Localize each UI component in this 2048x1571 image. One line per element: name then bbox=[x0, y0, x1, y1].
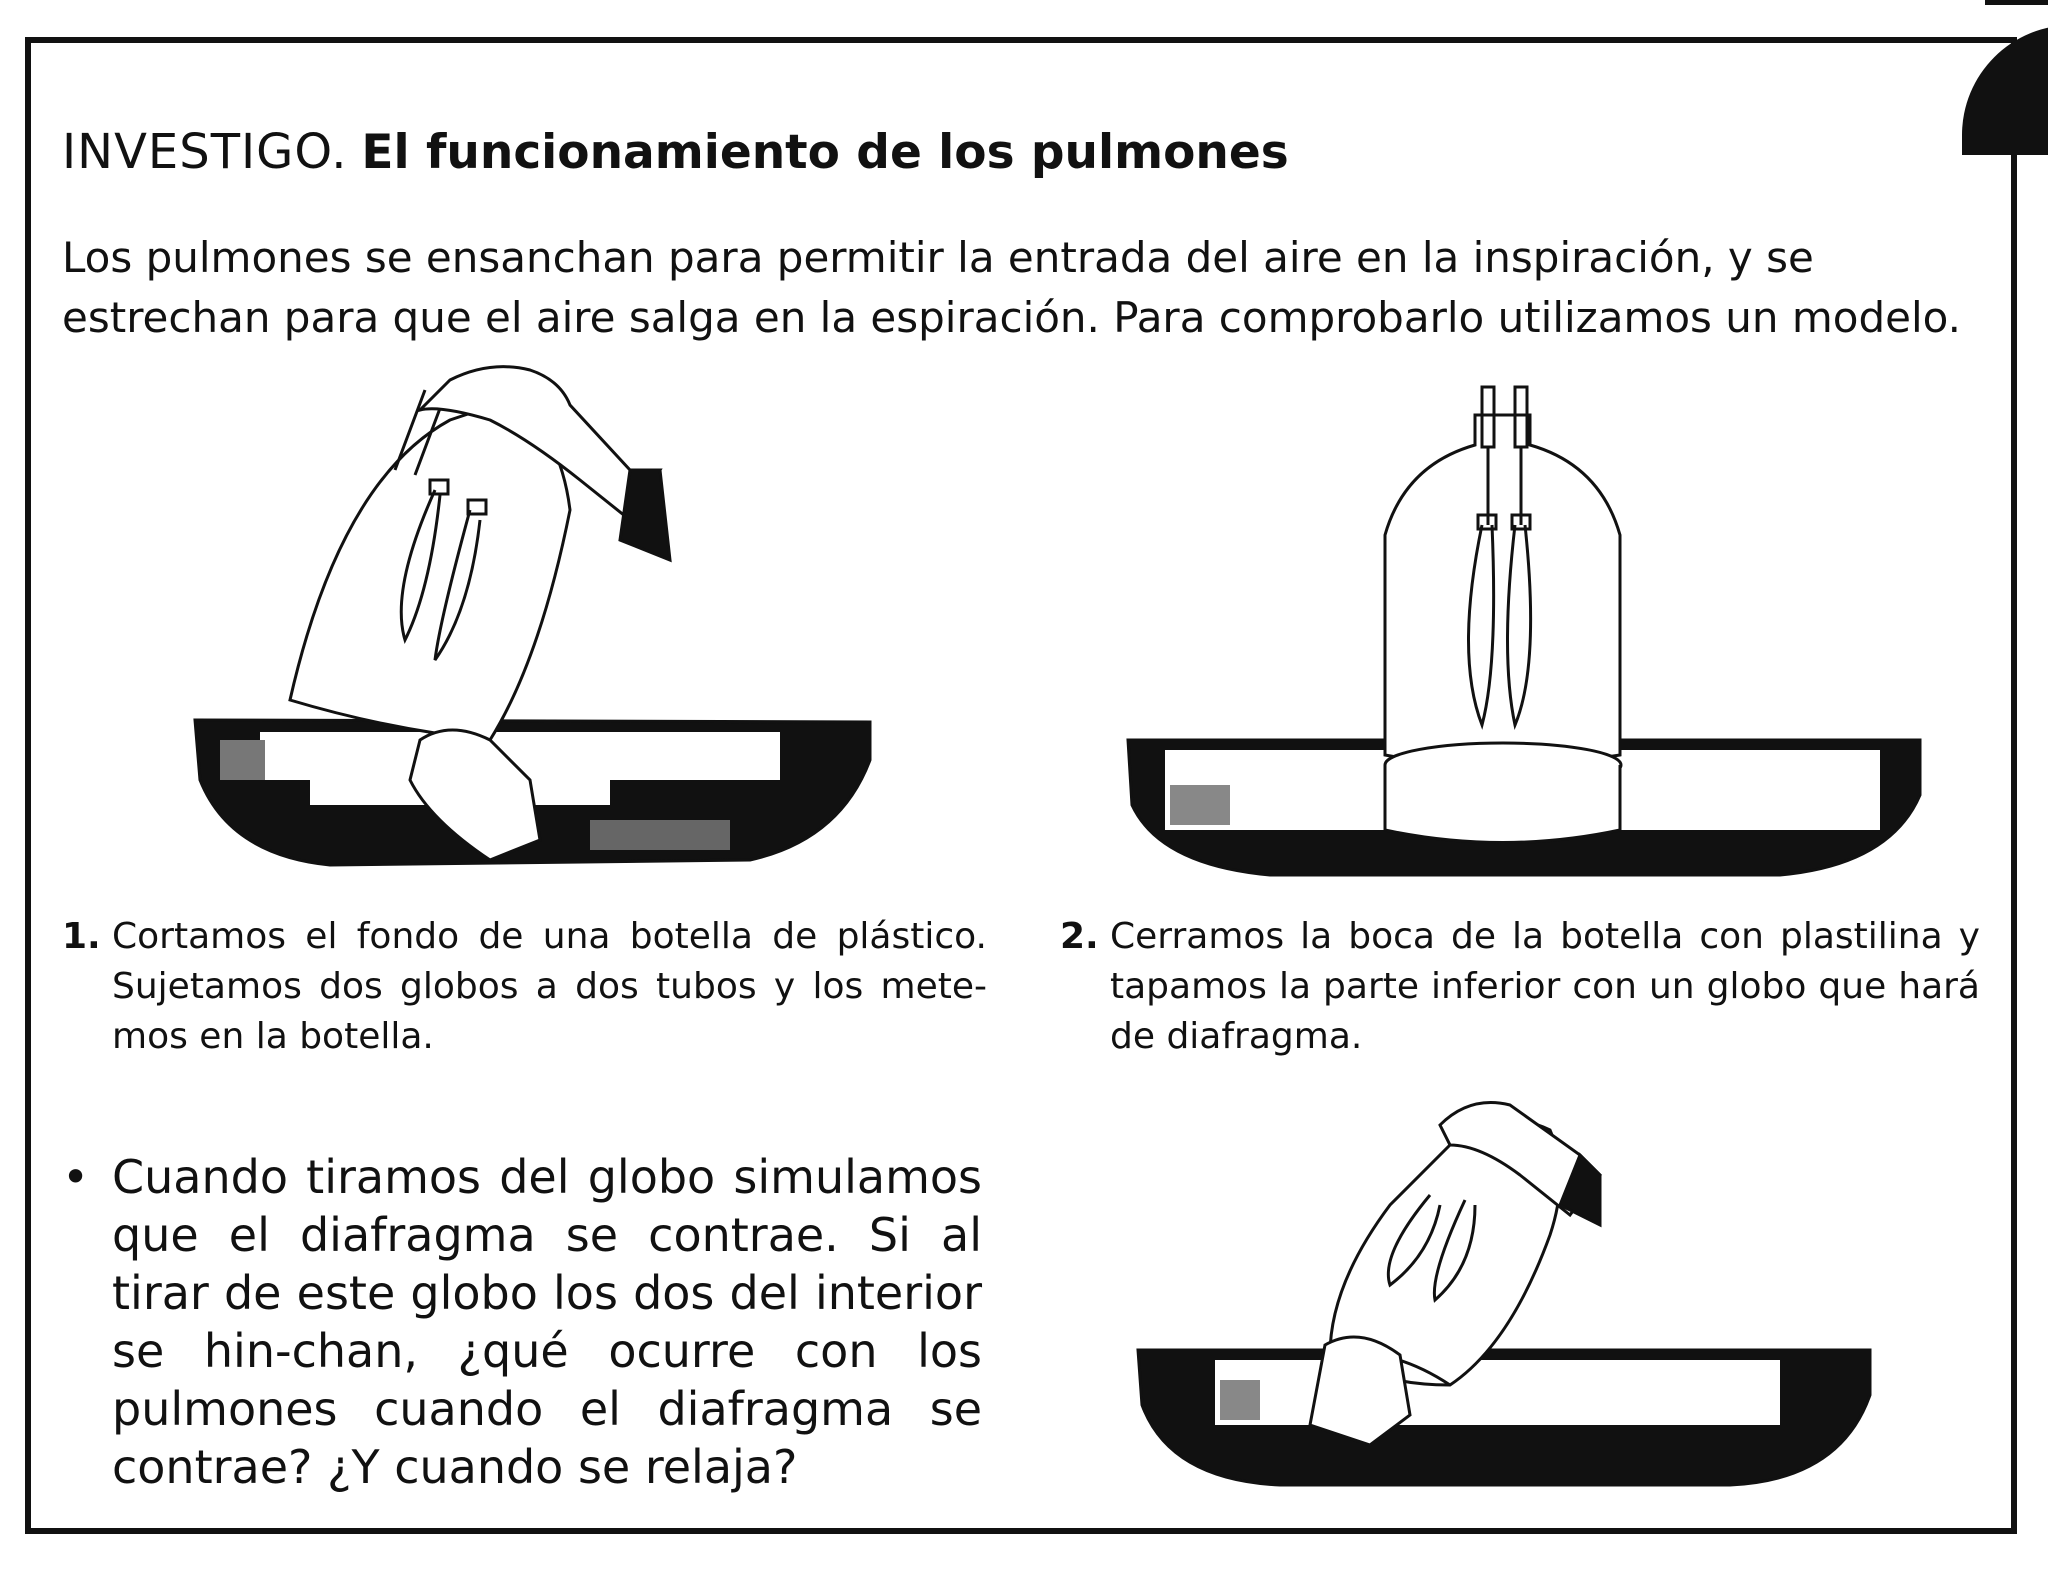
bottle-2 bbox=[1385, 415, 1620, 765]
step-1 bbox=[62, 912, 987, 1062]
step-2 bbox=[1060, 912, 1980, 1062]
title-rest: El funcionamiento de los pulmones bbox=[361, 125, 1289, 180]
title-lead: INVESTIGO. bbox=[62, 124, 348, 180]
page-title bbox=[62, 122, 1289, 180]
corner-line bbox=[1985, 0, 2048, 5]
step-1-text: Cortamos el fondo de una botella de plástico. Sujetamos dos globos a dos tubos y los mete-mos en la botella. bbox=[112, 916, 987, 1057]
step-2-number: 2. bbox=[1060, 916, 1099, 957]
question-block bbox=[62, 1148, 982, 1496]
bottle-1 bbox=[290, 400, 570, 740]
figure-step-2 bbox=[1120, 375, 1940, 885]
step-2-text: Cerramos la boca de la botella con plastilina y tapamos la parte inferior con un globo que hará de diafragma. bbox=[1110, 916, 1980, 1057]
intro-paragraph: Los pulmones se ensanchan para permitir la entrada del aire en la inspiración, y se estrechan para que el aire salga en la espiración. Para comprobarlo utilizamos un modelo. bbox=[62, 233, 1961, 342]
step-1-number: 1. bbox=[62, 916, 101, 957]
question-text: Cuando tiramos del globo simulamos que el diafragma se contrae. Si al tirar de este globo los dos del interior se hin-chan, ¿qué ocurre con los pulmones cuando el diafragma se contrae? ¿Y cuando se relaja? bbox=[112, 1150, 982, 1494]
figure-step-1 bbox=[190, 360, 890, 880]
question-bullet: • bbox=[62, 1150, 90, 1204]
figure-step-3 bbox=[1130, 1085, 1890, 1505]
